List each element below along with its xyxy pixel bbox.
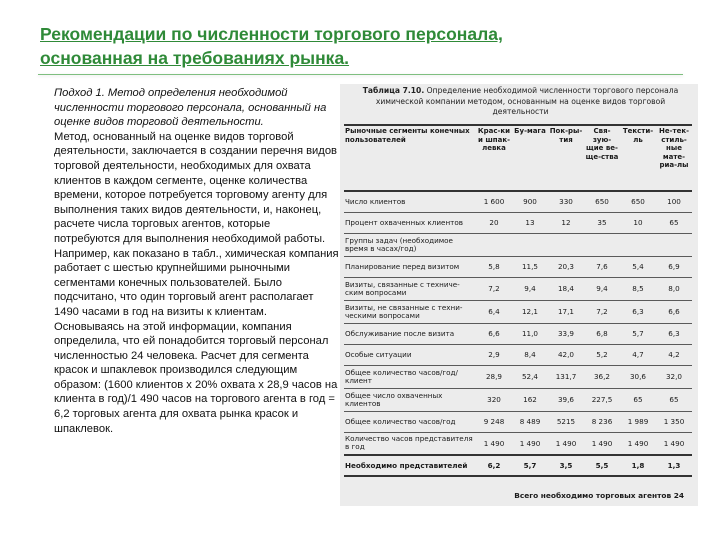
table-cell: 1 490 [620,432,656,455]
table-row [344,277,692,300]
table-cell [656,233,692,256]
table-cell: 32,0 [656,365,692,388]
table-cell: 10 [620,212,656,233]
table-cell: 6,9 [656,256,692,277]
table-cell: 900 [512,191,548,212]
table-cell: 1,8 [620,455,656,476]
table-cell: 39,6 [548,388,584,411]
table-cell: 6,6 [476,323,512,344]
table-cell [512,233,548,256]
table-row [344,344,692,365]
table-row-label: Процент охваченных клиентов [344,212,476,233]
table-row [344,212,692,233]
table-header-cell: Крас-ки и шпак-левка [476,125,512,191]
table-cell: 65 [620,388,656,411]
table-cell: 6,6 [656,300,692,323]
table-row-label: Группы задач (необходимое время в часах/год) [344,233,476,256]
table-cell: 100 [656,191,692,212]
table-row [344,323,692,344]
table-cell: 3,5 [548,455,584,476]
table-cell: 20 [476,212,512,233]
table-cell: 8 489 [512,411,548,432]
table-cell: 7,2 [584,300,620,323]
table-cell: 1,3 [656,455,692,476]
table-cell: 1 490 [476,432,512,455]
table-cell: 131,7 [548,365,584,388]
table-cell: 52,4 [512,365,548,388]
table-cell: 1 490 [548,432,584,455]
table-cell: 6,3 [656,323,692,344]
table-cell: 17,1 [548,300,584,323]
table-row-label: Необходимо представителей [344,455,476,476]
table-cell: 320 [476,388,512,411]
table-header-cell: Тексти-ль [620,125,656,191]
table-cell: 36,2 [584,365,620,388]
table-cell: 8,0 [656,277,692,300]
table-cell: 4,2 [656,344,692,365]
body-paragraph: Метод, основанный на оценке видов торговой деятельности, заключается в создании перечня видов торговой деятельности, необходимых для охвата клиентов в каждом сегменте, оценке количества времени, которое потребуется торговому агенту для выполнения таких видов деятельности, и, наконец, расчете числа торговых агентов, которые потребуются для выполнения необходимой работы. Например, как показано в табл., химическая компания работает с шестью крупнейшими рыночными сегментами конечных пользователей. Было подсчитано, что один торговый агент располагает 1490 часами в год на визиты к клиентам. Основываясь на этой информации, компания определила, что ей понадобится торговый персонал численностью 24 человека. Расчет для сегмента красок и шпаклевок производился следующим образом: (1600 клиентов х 20% охвата х 28,9 часов на клиента в год)/1 490 часов на торгового агента в год = 6,2 торговых агента для охвата рынка красок и шпаклевок. [54,130,339,435]
table-cell: 8,5 [620,277,656,300]
table-cell [548,233,584,256]
table-cell: 42,0 [548,344,584,365]
table-header-cell: Не-тек-стиль-ные мате-риа-лы [656,125,692,191]
table-row [344,432,692,455]
table-cell: 1 490 [584,432,620,455]
table-grid [344,124,692,477]
table-cell [584,233,620,256]
table-cell: 1 490 [512,432,548,455]
table-cell [620,233,656,256]
table-cell: 20,3 [548,256,584,277]
table-cell: 1 600 [476,191,512,212]
table-cell: 227,5 [584,388,620,411]
table-cell: 1 350 [656,411,692,432]
table-cell: 8 236 [584,411,620,432]
table-row-label: Визиты, связанные с техниче-ским вопросами [344,277,476,300]
table-row [344,191,692,212]
table-cell: 650 [620,191,656,212]
table-cell: 9,4 [584,277,620,300]
table-cell: 65 [656,212,692,233]
table-cell: 5,8 [476,256,512,277]
table-row [344,256,692,277]
table-footer: Всего необходимо торговых агентов 24 [514,491,684,500]
table-cell: 5215 [548,411,584,432]
table-row [344,365,692,388]
table-cell: 5,2 [584,344,620,365]
table-cell [476,233,512,256]
table-cell: 30,6 [620,365,656,388]
table-cell: 4,7 [620,344,656,365]
table-row-label: Визиты, не связанные с техни-ческими вопросами [344,300,476,323]
title-divider [38,74,683,75]
slide-title [40,22,680,70]
table-cell: 9,4 [512,277,548,300]
table-cell: 7,6 [584,256,620,277]
slide-title-line-2: основанная на требованиях рынка. [40,48,350,68]
table-cell: 35 [584,212,620,233]
table-cell: 5,5 [584,455,620,476]
table-row-label: Общее количество часов/год [344,411,476,432]
table-header-cell: Рыночные сегменты конечных пользователей [344,125,476,191]
table-header-cell: Свя-зую-щие ве-ще-ства [584,125,620,191]
table-cell: 6,4 [476,300,512,323]
table-cell: 11,5 [512,256,548,277]
table-cell: 13 [512,212,548,233]
table-row-label: Особые ситуации [344,344,476,365]
table-cell: 6,2 [476,455,512,476]
table-cell: 65 [656,388,692,411]
table-row-label: Планирование перед визитом [344,256,476,277]
table-image [340,84,698,506]
table-cell: 7,2 [476,277,512,300]
table-cell: 2,9 [476,344,512,365]
table-cell: 9 248 [476,411,512,432]
table-row [344,388,692,411]
table-row [344,233,692,256]
table-header-row [344,125,692,191]
table-cell: 1 989 [620,411,656,432]
table-row [344,411,692,432]
table-header-cell: Пок-ры-тия [548,125,584,191]
table-cell: 33,9 [548,323,584,344]
table-cell: 5,7 [512,455,548,476]
table-cell: 18,4 [548,277,584,300]
table-cell: 5,7 [620,323,656,344]
table-cell: 11,0 [512,323,548,344]
table-row-label: Количество часов представителя в год [344,432,476,455]
body-text [54,86,339,436]
slide-title-line-1: Рекомендации по численности торгового персонала, [40,24,503,44]
table-cell: 5,4 [620,256,656,277]
table-row-label: Число клиентов [344,191,476,212]
table-cell: 6,8 [584,323,620,344]
table-caption-text: Определение необходимой численности торгового персонала химической компании методом, основанным на оценке видов торговой деятельности [375,86,679,116]
table-cell: 12,1 [512,300,548,323]
table-row [344,300,692,323]
table-cell: 162 [512,388,548,411]
table-row-label: Общее количество часов/год/ клиент [344,365,476,388]
table-row [344,455,692,476]
table-caption [348,86,693,118]
table-caption-label: Таблица 7.10. [362,86,425,95]
table-row-label: Общее число охваченных клиентов [344,388,476,411]
table-cell: 650 [584,191,620,212]
table-cell: 8,4 [512,344,548,365]
table-cell: 1 490 [656,432,692,455]
body-intro: Подход 1. Метод определения необходимой численности торгового персонала, основанный на оценке видов торговой деятельности. [54,87,327,129]
table-header-cell: Бу-мага [512,125,548,191]
table-cell: 12 [548,212,584,233]
table-cell: 6,3 [620,300,656,323]
table-cell: 28,9 [476,365,512,388]
table-cell: 330 [548,191,584,212]
table-row-label: Обслуживание после визита [344,323,476,344]
